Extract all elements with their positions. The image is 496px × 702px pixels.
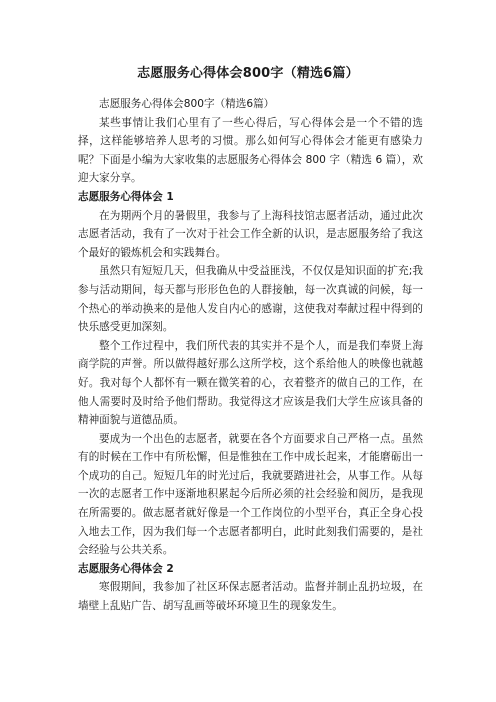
document-title: 志愿服务心得体会800字（精选6篇） [137,66,359,81]
document-subtitle: 志愿服务心得体会800字（精选6篇） [99,98,275,110]
intro-paragraph: 某些事情让我们心里有了一些心得后，写心得体会是一个不错的选择，这样能够培养人思考的习惯。那么如何写心得体会才能更有感染力呢？下面是小编为大家收集的志愿服务心得体会 800 字（精选 6 篇），欢迎大家分享。 [78,116,423,185]
section-heading-1: 志愿服务心得体会 1 [78,190,174,203]
section-2-paragraph-1: 寒假期间，我参加了社区环保志愿者活动。监督并制止乱扔垃圾，在墙壁上乱贴广告、胡写乱画等破坏环境卫生的现象发生。 [78,581,423,613]
section-1-paragraph-4: 要成为一个出色的志愿者，就要在各个方面要求自己严格一点。虽然有的时候在工作中有所松懈，但是惟独在工作中成长起来，才能磨砺出一个成功的自己。短短几年的时光过后，我就要踏进社会，从事工作。从每一次的志愿者工作中逐渐地积累起今后所必须的社会经验和阅历，是我现在所需要的。做志愿者就好像是一个工作岗位的小型平台，真正全身心投入地去工作，因为我们每一个志愿者都明白，此时此刻我们需要的，是社会经验与公共关系。 [78,432,423,557]
section-heading-2: 志愿服务心得体会 2 [78,562,174,575]
document-body [78,95,423,616]
section-1-paragraph-1: 在为期两个月的暑假里，我参与了上海科技馆志愿者活动，通过此次志愿者活动，我有了一次对于社会工作全新的认识，是志愿服务给了我这个最好的锻炼机会和实践舞台。 [78,209,423,259]
section-1-paragraph-2: 虽然只有短短几天，但我确从中受益匪浅，不仅仅是知识面的扩充;我参与活动期间，每天都与形形色色的人群接触，每一次真诚的问候，每一个热心的举动换来的是他人发自内心的感谢，这使我对奉献过程中得到的快乐感受更加深刻。 [78,265,423,334]
section-1-paragraph-3: 整个工作过程中，我们所代表的其实并不是个人，而是我们奉贤上海商学院的声誉。所以做得越好那么这所学校，这个系给他人的映像也就越好。我对每个人都怀有一颗在微笑着的心，衣着整齐的做自己的工作，在他人需要时及时给予他们帮助。我觉得这才应该是我们大学生应该具备的精神面貌与道德品质。 [78,339,423,427]
